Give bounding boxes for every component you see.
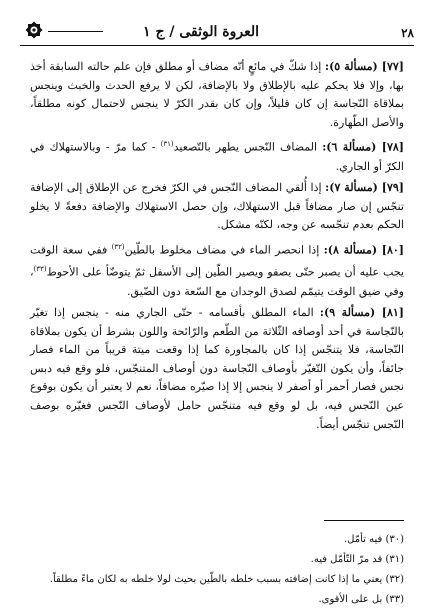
paragraph-issue-77 — [30, 58, 404, 132]
paragraph-text: إذا انحصر الماء في مضاف مخلوط بالطّين — [124, 243, 324, 257]
issue-number: [٧٩] (مسألة ٧): — [325, 181, 405, 195]
main-text — [30, 58, 404, 437]
star-ornament-icon — [22, 18, 46, 42]
paragraph-text-continued: - كما مرّ - وبالاستهلاك في الكرّ أو الجاري. — [30, 141, 404, 173]
page-number: ٢٨ — [401, 26, 414, 40]
page-header — [20, 14, 414, 48]
running-title: العروة الوثقى / ج ١ — [143, 24, 259, 40]
footnote-ref[interactable]: (٣٣) — [33, 265, 47, 274]
paragraph-text: المضاف النّجس يطهر بالتّصعيد — [173, 141, 323, 155]
paragraph-issue-80 — [30, 238, 404, 301]
paragraph-issue-81 — [30, 304, 404, 434]
issue-number: [٨١] (مسألة ٩): — [319, 306, 404, 320]
paragraph-text-end: ، وفي ضيق الوقت يتيمّم لصدق الوجدان مع السّعة دون الضّيق. — [30, 265, 404, 298]
paragraph-text: إذا شكّ في مائعٍ أنّه مضاف أو مطلق فإن علم حالته السابقة أخذ بها، وإلا فلا يحكم عليه بالإطلاق ولا بالإضافة، لكن لا يرفع الحدث والخبث وينجس بملاقاة النّجاسة إن كان قليلاً، وإن كان بقدر الكرّ لا ينجس لاحتمال كونه مطلقاً، والأصل الطّهارة. — [30, 60, 404, 129]
footnote-32: (٣٢) يعني ما إذا كانت إضافته بسبب خلطه بالطّين بحيث لولا خلطه به لكان ماءً مطلقاً. — [49, 574, 404, 585]
paragraph-text: الماء المطلق بأقسامه - حتّى الجاري منه - ينجس إذا تغيّر بالنّجاسة في أحد أوصافه الثّلاثة من الطّعم والرّائحة واللون بشرط أن يكون بملاقاة النّجاسة، فلا يتنجّس إذا كان بالمجاورة كما إذا وقعت ميتة قريباً من الماء فصار جائفاً، وأن يكون التّغيّر بأوصاف النّجاسة دون أوصاف المتنجّس، فلو وقع فيه دبس نجس فصار أحمر أو أصفر لا ينجس إلا إذا صيّره مضافاً، نعم لا يعتبر أن يكون بوقوع عين النّجس فيه، بل لو وقع فيه متنجّس حامل لأوصاف النّجس فغيّره بوصف النّجس تنجّس أيضاً. — [30, 306, 404, 431]
footnote-33: (٣٣) بل على الأقوى. — [318, 594, 404, 605]
issue-number: [٨٠] (مسألة ٨): — [323, 243, 405, 257]
footnote-ref[interactable]: (٣١) — [160, 140, 174, 149]
paragraph-issue-78 — [30, 135, 404, 176]
paragraph-text-continued: ففي سعة الوقت يجب عليه أن يصبر حتّى يصفو ويصير الطّين إلى الأسفل ثمّ يتوضّأ على الأحوط — [30, 243, 404, 279]
footnote-separator — [324, 520, 404, 521]
header-ornament-line — [48, 31, 103, 32]
footnotes — [30, 530, 404, 610]
footnote-31: (٣١) قد مرّ التّأمّل فيه. — [310, 554, 404, 565]
header-rule — [20, 45, 414, 46]
paragraph-issue-79 — [30, 179, 404, 235]
issue-number: [٧٧] (مسألة ٥): — [325, 60, 405, 73]
paragraph-text: إذا أُلقي المضاف النّجس في الكرّ فخرج عن الإطلاق إلى الإضافة تنجّس إن صار مضافاً قبل الاستهلاك، وإن حصل الاستهلاك والإضافة دفعةً لا يخلو الحكم بعدم تنجّسه عن وجه، لكنّه مشكل. — [30, 181, 404, 232]
footnote-30: (٣٠) فيه تأمّل. — [343, 534, 404, 545]
footnote-ref[interactable]: (٣٢) — [111, 243, 125, 251]
issue-number: [٧٨] (مسألة ٦): — [322, 141, 405, 155]
